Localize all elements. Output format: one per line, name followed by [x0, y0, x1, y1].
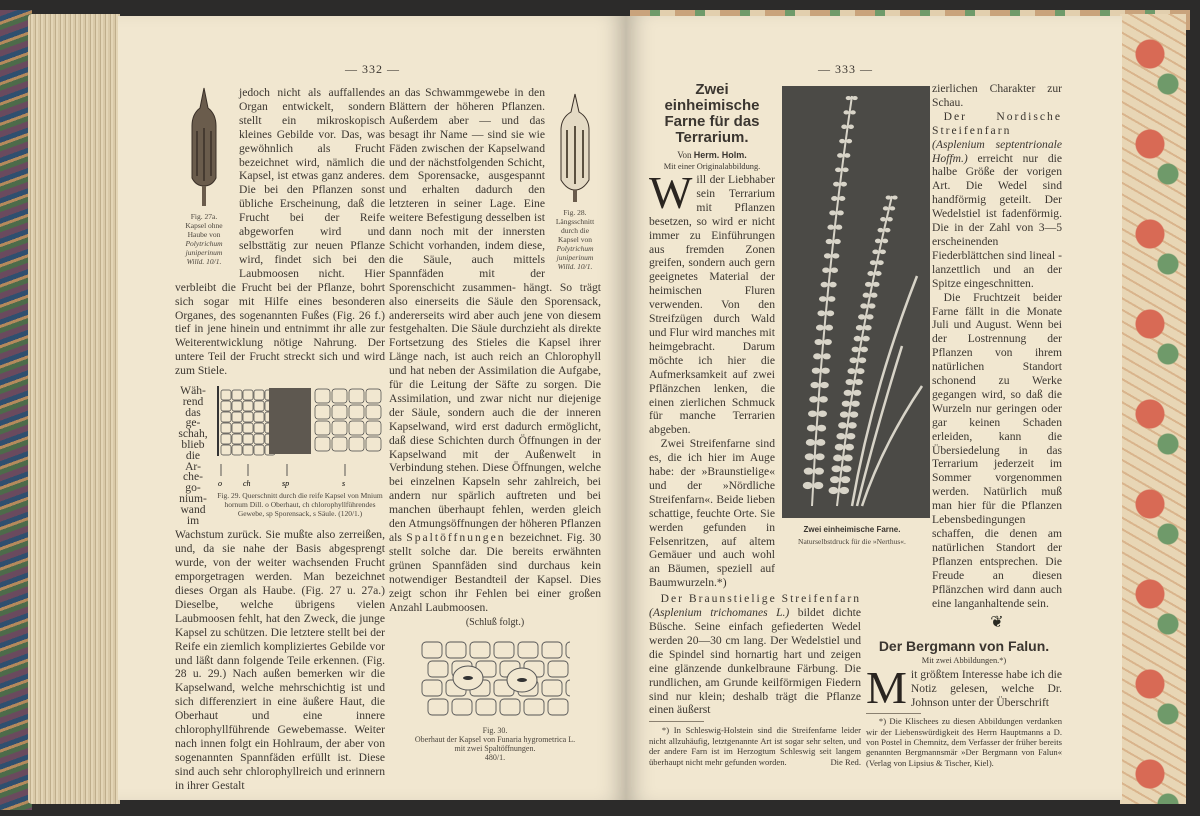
narrow-word: Wäh- [180, 384, 206, 398]
author-name: Herm. Holm. [693, 150, 747, 160]
article-author [649, 150, 775, 160]
author-prefix: Von [677, 150, 692, 160]
narrow-word: nium- [179, 492, 207, 505]
caption-line: durch die [560, 226, 590, 235]
left-column-2 [389, 86, 601, 762]
narrow-word: ge- [185, 416, 201, 430]
spaced-term: Spaltöffnungen [406, 531, 506, 544]
caption-line: Oberhaut der Kapsel von Funaria hygrometrica L. [414, 735, 576, 745]
paragraph: an das Schwammgewebe in den Blättern der höheren Pflanzen. Außerdem aber — und das besagt ihr Name — sind sie wie Fäden zwischen der Kapselwand und der nächstfolgenden Schicht, dem Sporensacke, ausgespannt und erhalten dadurch den letzteren in seiner Lage. Eine weitere Befestigung desselben ist dann noch mit der innersten Schicht vorhanden, indem diese, die Säule, auch mittels Spannfäden mit der Sporenschicht zusammen- [389, 86, 545, 294]
image-caption: Zwei einheimische Farne. [803, 525, 901, 534]
decorative-endpaper [1120, 14, 1186, 804]
footnote-ferns [649, 725, 861, 767]
caption-line: 480/1. [484, 753, 506, 763]
right-column-right [866, 82, 1062, 768]
narrow-word: das [185, 405, 201, 419]
image-subcaption: Naturselbstdruck für die »Nerthus«. [798, 537, 906, 546]
narrow-word: go- [185, 481, 201, 495]
article-subtitle: Mit einer Originalabbildung. [663, 162, 761, 171]
paragraph: it größtem Interesse habe ich die Notiz gelesen, welche Dr. Johnson unter der Überschrift [910, 668, 1062, 710]
paragraph: bohrt sich sogar mit Hilfe eines besonderen Organes, des sogenannten Fußes (Fig. 26 f.) tief in jene hinein und entnimmt ihr alle zur Weiterentwicklung nötige Nahrung. Der untere Teil der Frucht streckt sich und wird zum Stiele. [175, 280, 385, 378]
latin-name: (Asplenium trichomanes L.) [649, 606, 790, 620]
narrow-word: schah, [178, 427, 208, 441]
caption-line: Fig. 27a. [190, 212, 218, 221]
narrow-word: blieb [181, 438, 205, 452]
to-be-continued: (Schluß folgt.) [465, 617, 525, 629]
narrow-word: Ar- [185, 459, 201, 473]
caption-line: Haube von [187, 230, 221, 239]
text-bottom [649, 592, 861, 717]
caption-line: Fig. 28. [563, 208, 587, 217]
paragraph: jedoch nicht als auffallendes Organ entwickelt, sondern stellt ein mikroskopisch kleines Gebilde vor. Das, was gewöhnlich als Frucht bezeichnet wird, nämlich die Kapsel, ist etwas ganz anderes. Die bei den Pflanzen sonst übliche Erscheinung, daß die Frucht bei der Reife abgeworfen wird und selbsttätig zur neuen Pflanze wird, findet sich bei den Laubmoosen nicht. Hier verbleibt die Frucht bei der Pflanze, [175, 86, 385, 294]
paragraph: hängt. So trägt also einerseits die Säule den Sporensack, andererseits wird aber auch jene von diesem festgehalten. Die Säule durchzieht als direkte Fortsetzung des Stieles die Kapsel ihrer Länge nach, ist auch reich an Chlorophyll und hat neben der Assimilation die Aufgabe, für die Leitung der Säfte zu sorgen. Die Assimilation, und zwar nicht nur diejenige der Säule, sondern auch die der inneren Kapselwand, wird erst dadurch ermöglicht, daß diese Schichten durch Öffnungen in der Kapselwand mit der Außenwelt in Verbindung stehen. Diese Öffnungen, welche bei einzelnen Kapseln sehr zahlreich, bei andern nur spärlich auftreten und bei manchen überhaupt fehlen, werden gleich den Atmungsöffnungen der höheren Pflanzen als [389, 280, 601, 544]
caption-line: mit zwei Spaltöffnungen. [454, 744, 536, 754]
narrow-word: che- [183, 470, 203, 484]
fig28-longitudinal-section-illustration [555, 92, 595, 204]
text-colC [932, 82, 1062, 610]
caption-line: Polytrichum [185, 239, 223, 248]
paragraph: zierlichen Charakter zur Schau. [932, 82, 1062, 109]
narrow-word: im [186, 513, 200, 527]
footnote-bergmann [866, 716, 1062, 768]
text-colA [649, 167, 775, 590]
footnote-signature: Die Red. [830, 756, 861, 767]
paragraph: bildet dichte Büsche. Seine einfach gefiederten Wedel werden 20—30 cm lang. Der Wedelstiel und die Spindel sind hornartig hart und zeigen eine glänzende dunkelbraune Färbung. Die rundlichen, am Grunde keilförmigen Fiedern sind nur klein; deshalb trägt die Pflanze einen äußerst [649, 606, 861, 717]
fig28-caption [549, 208, 601, 271]
caption-line: Kapsel ohne [185, 221, 223, 230]
ferns-article-start [649, 82, 775, 590]
paragraph: erreicht nur die halbe Größe der vorigen Art. Die Wedel sind handförmig geteilt. Der Wedelstiel ist fadenförmig. Die in der Zahl von 3—5 erscheinenden Fiederblättchen sind lineal - lanzettlich und an der Spitze eingeschnitten. [932, 151, 1062, 290]
article-title-bergmann: Der Bergmann von Falun. [878, 638, 1050, 655]
fig28 [549, 92, 601, 271]
footnote-text: *) Die Klischees zu diesen Abbildungen verdanken wir der Liebenswürdigkeit des Herrn Hauptmanns a D. von Postel in Chemnitz, dem Verfasser der früher bereits genannten Bergmannsmär »Der Bergmann von Falun« (Verlag von Lipsius & Tischer, Kiel). [866, 716, 1062, 768]
text-col1-narrow [175, 386, 211, 526]
caption-line: Polytrichum [556, 244, 594, 253]
fig27a [175, 86, 233, 266]
fig27a-capsule-illustration [182, 86, 226, 208]
caption-line: Längsschnitt [555, 217, 595, 226]
fig29-caption: Fig. 29. Querschnitt durch die reife Kapsel von Mnium hornum Dill. o Oberhaut, ch chlorophyllführendes Gewebe, sp Sporensack, s Säule. (120/1.) [217, 491, 383, 519]
narrow-word: rend [182, 394, 204, 408]
narrow-word: die [185, 448, 201, 462]
fig29 [215, 386, 385, 526]
paragraph: Die Fruchtzeit beider Farne fällt in die Monate Juli und August. Wenn bei der Lostrennung der Pflanzen von ihrem natürlichen Standort schonend zu Werke gegangen wird, so daß die Wurzeln nur geringen oder gar keinen Schaden erleiden, kann die Übersiedelung in das Terrarium jederzeit im Sommer vorgenommen werden. Natürlich muß man hier für die Pflanzen Lebensbedingungen schaffen, die denen am natürlichen Standort der Pflanzen entsprechen. Die Freude an diesen Pflänzchen wird dann auch eine langanhaltende sein. [932, 290, 1062, 610]
left-column-1 [175, 86, 385, 793]
fig30-caption [389, 726, 601, 762]
spaced-term: Der Nordische Streifenfarn [932, 109, 1062, 137]
article-title-ferns: Zwei einheimische Farne für das Terrarium. [664, 81, 760, 146]
article2-subtitle: Mit zwei Abbildungen.*) [921, 656, 1007, 666]
paragraph: Wachstum zurück. Sie mußte also zerreißen, und, da sie nahe der Basis abgesprengt wurde, von der weiter wachsenden Frucht emporgetragen werden. Man bezeichnet dieses Organ als Haube. (Fig. 27 u. 27a.) Dieselbe, welche übrigens vielen Laubmoosen fehlt, hat den Zweck, die junge Kapsel zu schützen. Die letztere stellt bei der Reife ein ziemlich kompliziertes Gebilde vor und läßt dann folgende Teile erkennen. (Fig. 28 u. 29.) Nach außen bemerken wir die Kapselwand, welche mehrschichtig ist und sich differenziert in eine äußere Haut, die Oberhaut und eine innere chlorophyllführende Gewebemasse. Weiter nach innen folgt ein Hohlraum, der aber von sogenannten Spannfäden erfüllt ist. Diese sind auch sehr chlorophyllreich und erinnern in ihrer Gestalt [175, 528, 385, 792]
drop-cap-m: M [866, 662, 907, 714]
drop-cap-w: W [649, 167, 693, 218]
footnote-rule [866, 713, 921, 714]
fig29-row [175, 386, 385, 526]
footnote-rule [649, 721, 704, 722]
fig29-label: sp [282, 479, 290, 489]
narrow-word: wand [180, 502, 206, 516]
fig29-cross-section-illustration [215, 386, 385, 488]
caption-line: Kapsel von [558, 235, 592, 244]
page-number-left: — 332 — [345, 62, 400, 76]
caption-line: Fig. 30. [482, 726, 508, 736]
caption-line: juniperinum [556, 253, 594, 262]
paragraph: Zwei Streifenfarne sind es, die ich hier im Auge habe: der »Braunstielige« und der »Nördliche Streifenfarn«. Beide lieben schattige, feuchte Orte. Sie werden gefunden in Felsenritzen, auf altem Gemäuer und auch wohl an Bäumen, speziell auf Baumwurzeln.*) [649, 437, 775, 590]
fig29-label: ch [243, 479, 251, 489]
caption-line: Willd. 10/1. [186, 257, 222, 266]
fig27a-caption [175, 212, 233, 266]
latin-name: (Asplenium septentrionale Hoffm.) [932, 137, 1062, 165]
text-bergmann [866, 662, 1062, 714]
fig29-label: o [218, 479, 222, 489]
leaf-ornament-icon: ❦ [990, 614, 1004, 632]
fig29-label: s [342, 479, 346, 489]
caption-line: juniperinum [185, 248, 223, 257]
paragraph: bezeichnet. Fig. 30 stellt solche dar. Die bereits erwähnten grünen Spannfäden sind durchaus kein notwendiger Bestandteil der Kapsel. Dies zeigt schon ihr Fehlen bei einer großen Anzahl Laubmoosen. [389, 531, 602, 614]
caption-line: Willd. 10/1. [557, 262, 593, 271]
paragraph: ill der Liebhaber sein Terrarium mit Pflanzen besetzen, so wird er nicht immer zu Einführungen aus fremden Zonen greifen, sondern auch gern geeignetes Material der heimischen Fluren verwenden. Von den Streifzügen durch Wald und Flur wird manches mit heimgebracht. Darum möchte ich hier die Aufmerksamkeit auf zwei Pflänzchen lenken, die einen zierlichen Schmuck für manche Terrarien abgeben. [649, 173, 775, 437]
spaced-term: Der Braunstielige Streifenfarn [660, 592, 861, 606]
page-number-right: — 333 — [818, 62, 873, 76]
fig30-epidermis-illustration [420, 640, 570, 720]
page-edges [28, 14, 120, 804]
footnote-text: *) In Schleswig-Holstein sind die Streifenfarne leider nicht allzuhäufig, letztgenannte Art ist sogar sehr selten, und der andere Farn ist im Herzogtum Schleswig seit langem überhaupt nicht mehr gefunden worden. [649, 725, 861, 767]
